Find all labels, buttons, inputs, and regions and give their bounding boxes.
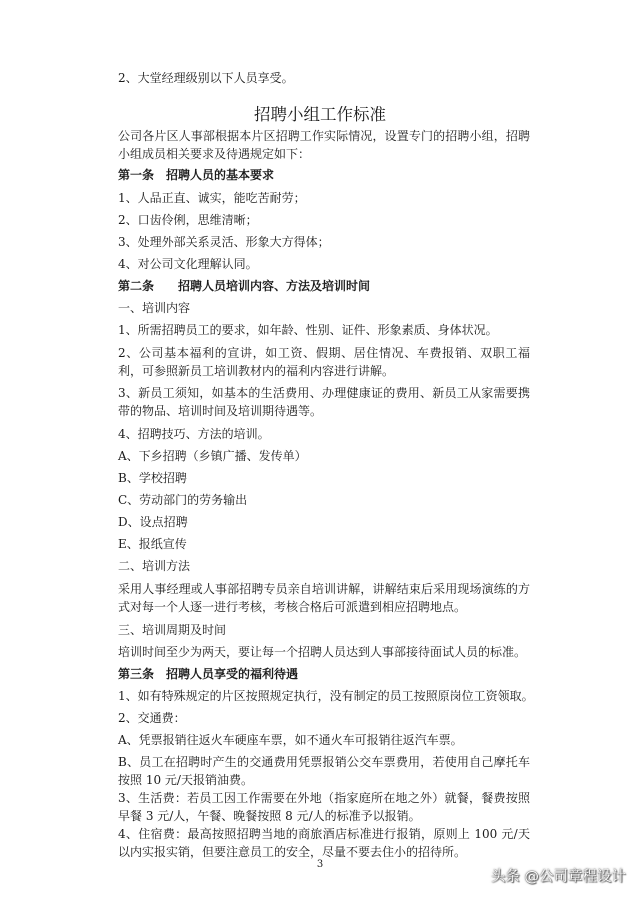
paragraph: C、劳动部门的劳务输出 [118,493,248,507]
paragraph: A、凭票报销往返火车硬座车票，如不通火车可报销往返汽车票。 [118,733,463,747]
watermark-text: 头条 @公司章程设计 [490,869,626,885]
article-heading: 第三条 招聘人员享受的福利待遇 [118,667,299,681]
article-heading: 第一条 招聘人员的基本要求 [118,168,275,182]
paragraph: 2、公司基本福利的宣讲，如工资、假期、居住情况、车费报销、双职工福利，可参照新员工培训教材内的福利内容进行讲解。 [118,346,530,378]
paragraph: 2、交通费： [118,711,186,725]
paragraph: B、学校招聘 [118,471,187,485]
paragraph: D、设点招聘 [118,515,188,529]
paragraph: 一、培训内容 [118,301,191,315]
paragraph: 3、生活费：若员工因工作需要在外地（指家庭所在地之外）就餐，餐费按照早餐 3 元/人，午餐、晚餐按照 8 元/人的标准予以报销。 [118,791,530,823]
paragraph: B、员工在招聘时产生的交通费用凭票报销公交车票费用，若使用自己摩托车按照 10 元/天报销油费。 [118,755,530,787]
page-number: 3 [316,859,324,870]
paragraph: 2、口齿伶俐，思维清晰； [118,213,258,227]
paragraph: 培训时间至少为两天，要让每一个招聘人员达到人事部接待面试人员的标准。 [118,645,527,659]
paragraph: 4、住宿费：最高按照招聘当地的商旅酒店标准进行报销，原则上 100 元/天以内实报实销，但要注意员工的安全，尽量不要去住小的招待所。 [118,827,530,859]
paragraph: E、报纸宣传 [118,537,187,551]
paragraph: 4、对公司文化理解认同。 [118,257,258,271]
paragraph: 1、所需招聘员工的要求，如年龄、性别、证件、形象素质、身体状况。 [118,323,498,337]
paragraph: 4、招聘技巧、方法的培训。 [118,427,270,441]
paragraph: 1、人品正直、诚实，能吃苦耐劳； [118,191,306,205]
paragraph: 二、培训方法 [118,559,191,573]
section-title: 招聘小组工作标准 [254,105,386,124]
paragraph: 采用人事经理或人事部招聘专员亲自培训讲解，讲解结束后采用现场演练的方式对每一个人逐一进行考核，考核合格后可派遣到相应招聘地点。 [118,582,530,614]
paragraph: 1、如有特殊规定的片区按照规定执行，没有制定的员工按照原岗位工资领取。 [118,689,534,703]
paragraph: A、下乡招聘（乡镇广播、发传单） [118,449,307,463]
paragraph: 三、培训周期及时间 [118,623,227,637]
paragraph-intro: 公司各片区人事部根据本片区招聘工作实际情况，设置专门的招聘小组，招聘小组成员相关要求及待遇规定如下： [118,129,530,161]
paragraph: 2、大堂经理级别以下人员享受。 [118,71,294,85]
paragraph: 3、新员工须知，如基本的生活费用、办理健康证的费用、新员工从家需要携带的物品、培训时间及培训期待遇等。 [118,386,530,418]
paragraph: 3、处理外部关系灵活、形象大方得体； [118,235,330,249]
article-heading: 第二条 招聘人员培训内容、方法及培训时间 [118,279,371,293]
